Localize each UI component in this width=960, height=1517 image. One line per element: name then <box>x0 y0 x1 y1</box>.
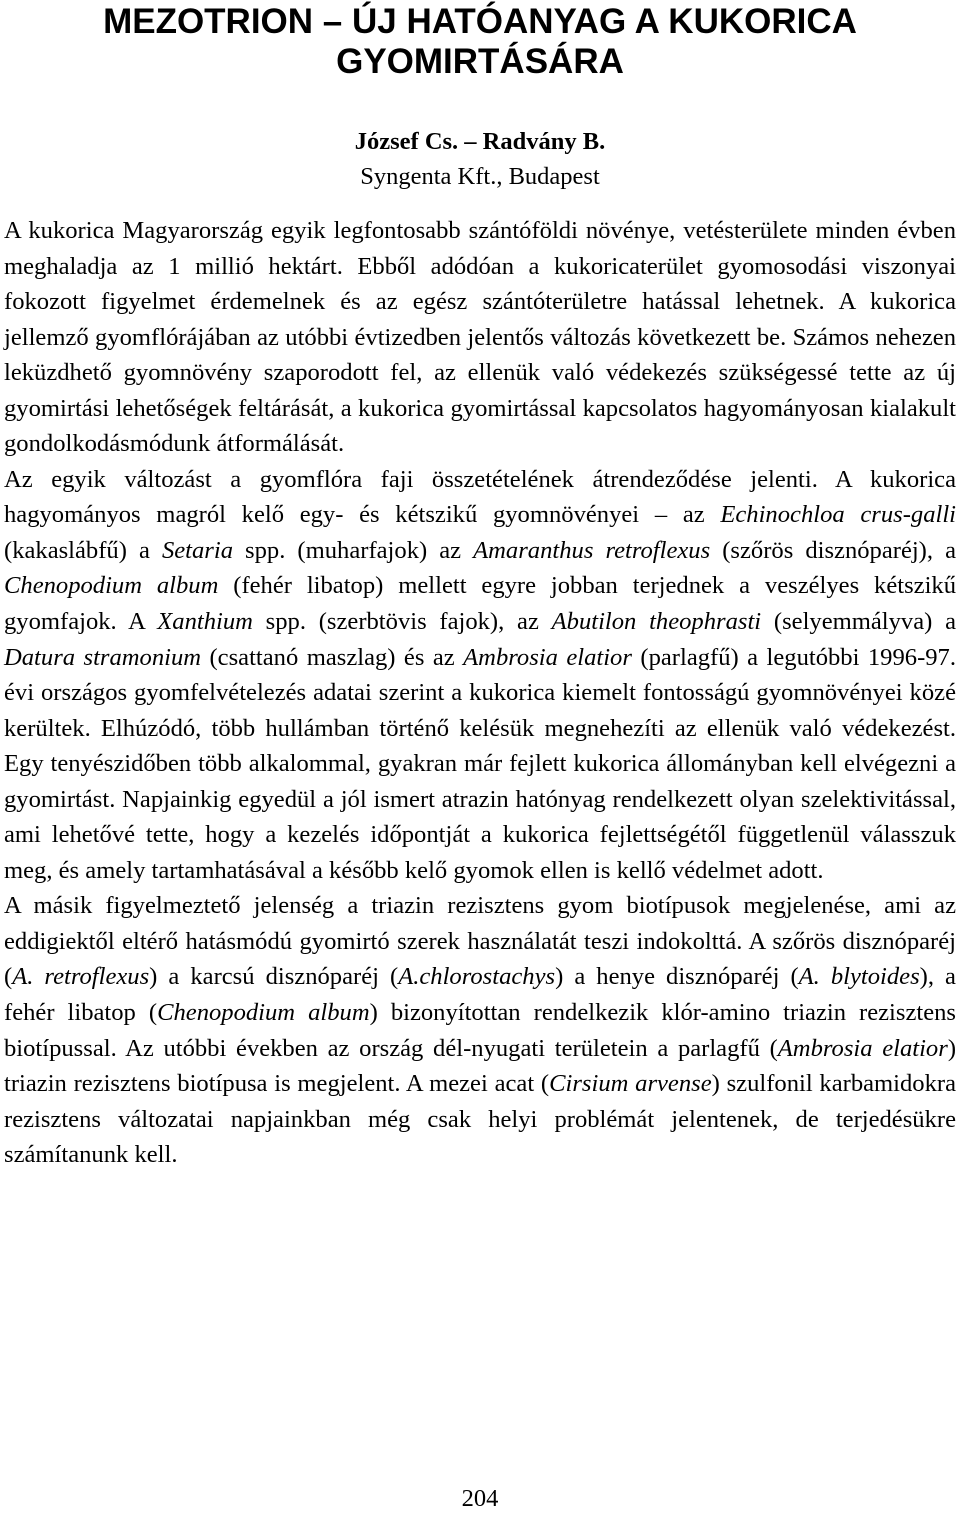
italic-text-run: A. retroflexus <box>12 963 150 991</box>
italic-text-run: Chenopodium album <box>157 999 370 1027</box>
text-run: A kukorica Magyarország egyik legfontosabb szántóföldi növénye, vetésterülete minden évben meghaladja az 1 millió hektárt. Ebből adódóan a kukoricaterület gyomosodási viszonyai fokozott figyelmet érdemelnek és az egész szántóterületre hatással lehetnek. A kukorica jellemző gyomflórájában az utóbbi évtizedben jelentős változás következett be. Számos nehezen leküzdhető gyomnövény szaporodott fel, az ellenük való védekezés szükségessé tette az új gyomirtási lehetőségek feltárását, a kukorica gyomirtással kapcsolatos hagyományosan kialakult gondolkodásmódunk átformálását. <box>4 217 956 458</box>
body-paragraph <box>4 213 956 462</box>
text-run: ) bizonyítottan rendelkezik klór-amino triazin rezisztens biotípussal. Az utóbbi években az ország dél-nyugati területein a parlagfű ( <box>4 999 956 1062</box>
italic-text-run: Ambrosia elatior <box>463 643 632 671</box>
italic-text-run: Echinochloa crus-galli <box>720 501 956 529</box>
body-paragraph <box>4 462 956 889</box>
italic-text-run: Chenopodium album <box>4 572 219 600</box>
text-run: spp. (szerbtövis fajok), az <box>252 608 552 636</box>
text-run: ) a karcsú disznóparéj ( <box>149 963 399 991</box>
text-run: ) szulfonil karbamidokra rezisztens változatai napjainkban még csak helyi problémát jelentenek, de terjedésükre számítanunk kell. <box>4 1070 956 1169</box>
italic-text-run: Xanthium <box>157 608 253 636</box>
text-run: ), a fehér libatop ( <box>4 963 956 1027</box>
page-number: 204 <box>461 1485 499 1512</box>
italic-text-run: Datura stramonium <box>4 643 202 671</box>
italic-text-run: A.chlorostachys <box>398 963 556 991</box>
paper-body <box>4 213 956 1173</box>
paper-title: MEZOTRION – ÚJ HATÓANYAG A KUKORICA GYOMIRTÁSÁRA <box>103 2 857 81</box>
italic-text-run: A. blytoides <box>798 963 920 991</box>
italic-text-run: Abutilon theophrasti <box>551 608 762 636</box>
italic-text-run: Ambrosia elatior <box>777 1034 948 1062</box>
text-run: (selyemmályva) a <box>761 608 956 636</box>
italic-text-run: Amaranthus retroflexus <box>473 536 711 564</box>
text-run: (szőrös disznóparéj), a <box>710 536 957 564</box>
text-run: spp. (muharfajok) az <box>233 536 474 564</box>
paper-authors: József Cs. – Radvány B. <box>354 128 606 155</box>
paper-affiliation: Syngenta Kft., Budapest <box>360 163 600 190</box>
body-paragraph <box>4 888 956 1172</box>
italic-text-run: Setaria <box>161 536 233 564</box>
text-run: A másik figyelmeztető jelenség a triazin rezisztens gyom biotípusok megjelenése, ami az eddigiektől eltérő hatásmódú gyomirtó szerek használatát teszi indokolttá. A szőrös disznóparéj ( <box>4 892 956 991</box>
text-run: ) a henye disznóparéj ( <box>555 963 799 991</box>
text-run: Az egyik változást a gyomflóra faji összetételének átrendeződése jelenti. A kukorica hagyományos magról kelő egy- és kétszikű gyomnövényei – az <box>4 465 956 529</box>
italic-text-run: Cirsium arvense <box>549 1070 712 1098</box>
text-run: (kakaslábfű) a <box>4 536 162 564</box>
text-run: (parlagfű) a legutóbbi 1996-97. évi országos gyomfelvételezés adatai szerint a kukorica kiemelt fontosságú gyomnövényei közé kerültek. Elhúzódó, több hullámban történő kelésük megnehezíti az ellenük való védekezést. Egy tenyészidőben több alkalommal, gyakran már fejlett kukorica állományban kell elvégezni a gyomirtást. Napjainkig egyedül a jól ismert atrazin hatónyag rendelkezett olyan szelektivitással, ami lehetővé tette, hogy a kezelés időpontját a kukorica fejlettségétől függetlenül válasszuk meg, és amely tartamhatásával a később kelő gyomok ellen is kellő védelmet adott. <box>4 643 956 884</box>
text-run: (csattanó maszlag) és az <box>201 643 464 671</box>
text-run: ) triazin rezisztens biotípusa is megjelent. A mezei acat ( <box>4 1034 957 1098</box>
text-run: (fehér libatop) mellett egyre jobban terjednek a veszélyes kétszikű gyomfajok. A <box>4 572 957 636</box>
